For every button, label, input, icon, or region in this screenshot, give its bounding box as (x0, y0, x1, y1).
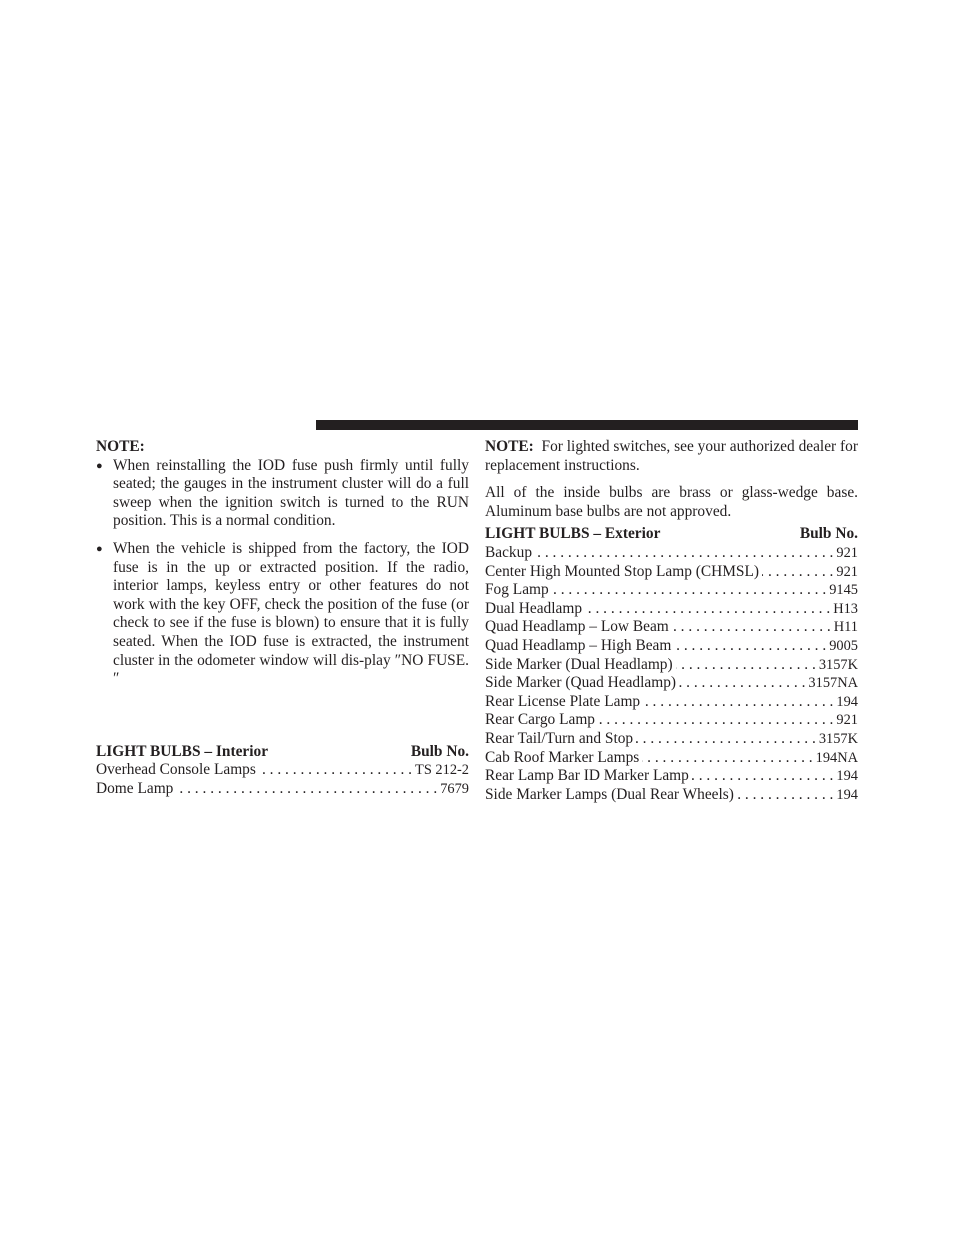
column-header-bulb-no: Bulb No. (410, 742, 469, 760)
dot-leader (585, 600, 830, 619)
table-heading: LIGHT BULBS – Interior (96, 742, 269, 760)
exterior-bulb-table (485, 525, 858, 804)
dot-leader (679, 674, 805, 693)
table-row (96, 761, 469, 780)
table-row (485, 674, 858, 693)
bulb-number: 7679 (440, 780, 469, 797)
dot-leader (176, 780, 437, 799)
dot-leader (643, 693, 833, 712)
bulb-number: 194 (836, 786, 858, 803)
bulb-base-paragraph: All of the inside bulbs are brass or glass-wedge base. Aluminum base bulbs are not approved. (485, 484, 858, 520)
bulb-number: 921 (836, 563, 858, 580)
bulb-name: Side Marker Lamps (Dual Rear Wheels) (485, 785, 734, 803)
note-bullet-item (96, 540, 469, 689)
bulb-name: Rear Tail/Turn and Stop (485, 729, 634, 747)
dot-leader (692, 767, 834, 786)
table-row (485, 693, 858, 712)
dot-leader (672, 618, 831, 637)
table-header (485, 525, 858, 544)
bulb-name: Rear Cargo Lamp (485, 711, 595, 729)
bulb-number: TS 212-2 (415, 762, 469, 779)
table-body (485, 544, 858, 804)
table-row (485, 730, 858, 749)
dot-leader (674, 637, 826, 656)
bulb-number: H13 (833, 600, 858, 617)
note-bullet-text: When reinstalling the IOD fuse push firmly until fully seated; the gauges in the instrument cluster will do a full sweep when the ignition switch is turned to the RUN position. This is a normal condition. (113, 456, 469, 530)
table-row (485, 767, 858, 786)
bulb-name: Side Marker (Quad Headlamp) (485, 674, 677, 692)
section-header-rule (316, 420, 858, 430)
table-row (485, 711, 858, 730)
right-column (485, 438, 858, 804)
interior-bulb-table (96, 743, 469, 799)
bulb-name: Rear Lamp Bar ID Marker Lamp (485, 767, 689, 785)
bulb-name: Overhead Console Lamps (96, 761, 256, 779)
bulb-number: 9005 (829, 637, 858, 654)
dot-leader (535, 544, 833, 563)
dot-leader (598, 711, 833, 730)
bulb-number: 3157K (818, 730, 858, 747)
bulb-number: 921 (836, 712, 858, 729)
note-text: For lighted switches, see your authorized dealer for replacement instructions. (485, 438, 858, 474)
note-bullet-item (96, 457, 469, 531)
dot-leader (552, 581, 827, 600)
table-row (485, 637, 858, 656)
dot-leader (636, 730, 816, 749)
bulb-name: Backup (485, 543, 533, 561)
bulb-number: 194 (836, 693, 858, 710)
note-label: NOTE: (485, 438, 534, 455)
bulb-number: 9145 (829, 582, 858, 599)
bulb-number: 194 (836, 768, 858, 785)
bulb-name: Side Marker (Dual Headlamp) (485, 655, 673, 673)
dot-leader (676, 656, 816, 675)
table-row (485, 581, 858, 600)
bulb-name: Cab Roof Marker Lamps (485, 748, 640, 766)
bulb-number: 3157NA (808, 675, 858, 692)
table-row (485, 749, 858, 768)
bullet-icon: ● (96, 542, 103, 555)
bulb-name: Rear License Plate Lamp (485, 692, 641, 710)
note-label: NOTE: (96, 438, 145, 455)
bulb-name: Fog Lamp (485, 581, 549, 599)
dot-leader (737, 786, 834, 805)
table-row (485, 563, 858, 582)
dot-leader (762, 563, 833, 582)
table-row (485, 600, 858, 619)
table-heading: LIGHT BULBS – Exterior (485, 525, 661, 543)
bulb-name: Center High Mounted Stop Lamp (CHMSL) (485, 562, 760, 580)
bulb-number: 921 (836, 544, 858, 561)
dot-leader (259, 761, 412, 780)
bulb-number: 194NA (815, 749, 858, 766)
table-row (485, 656, 858, 675)
bulb-number: 3157K (818, 656, 858, 673)
left-column (96, 438, 469, 799)
bulb-name: Quad Headlamp – Low Beam (485, 618, 669, 636)
bullet-icon: ● (96, 459, 103, 472)
note-bullet-text: When the vehicle is shipped from the factory, the IOD fuse is in the up or extracted position. If the radio, interior lamps, keyless entry or other features do not work with the key OFF, check the position of the fuse (or check to see if the fuse is blown) to ensure that it is fully seated. When the IOD fuse is extracted, the instrument cluster in the odometer window will dis-play ″NO FUSE.″ (113, 539, 469, 688)
table-row (485, 544, 858, 563)
table-row (485, 618, 858, 637)
dot-leader (642, 749, 812, 768)
note-bullet-list (96, 457, 469, 689)
table-row (485, 786, 858, 805)
bulb-number: H11 (833, 619, 858, 636)
dealer-note (485, 438, 858, 475)
table-header (96, 743, 469, 762)
bulb-name: Dome Lamp (96, 779, 174, 797)
bulb-name: Dual Headlamp (485, 599, 583, 617)
bulb-name: Quad Headlamp – High Beam (485, 636, 672, 654)
table-row (96, 780, 469, 799)
column-header-bulb-no: Bulb No. (799, 525, 858, 543)
